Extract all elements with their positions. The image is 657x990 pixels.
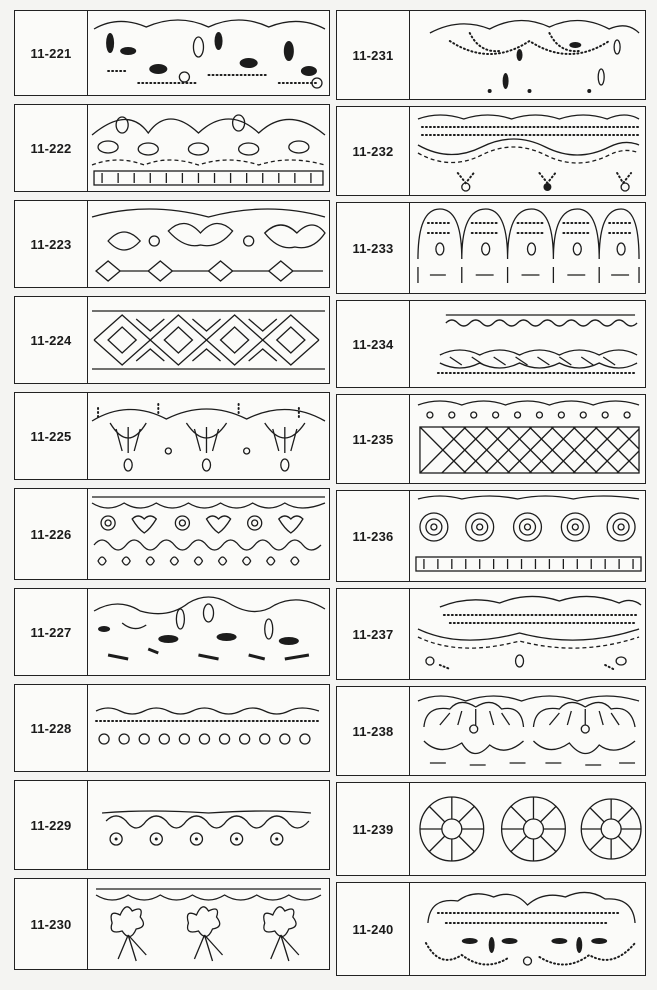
leaf-eyelet-scallop-border-icon <box>88 11 329 95</box>
dotted-scallop-eyelet-border-icon <box>410 589 645 679</box>
pattern-code: 11-233 <box>337 203 410 293</box>
pattern-code: 11-227 <box>15 589 88 675</box>
pattern-code: 11-223 <box>15 201 88 287</box>
pattern-card-11-223 <box>14 200 330 288</box>
pattern-code: 11-230 <box>15 879 88 969</box>
rosette-circle-border-with-io-band-icon <box>410 491 645 581</box>
pattern-card-11-222 <box>14 104 330 192</box>
pattern-code: 11-224 <box>15 297 88 383</box>
butterfly-eyelet-border-icon <box>88 201 329 287</box>
small-flower-row-border-icon <box>88 685 329 771</box>
pattern-code: 11-231 <box>337 11 410 99</box>
pattern-card-11-231 <box>336 10 646 100</box>
pattern-code: 11-236 <box>337 491 410 581</box>
pattern-card-11-229 <box>14 780 330 870</box>
pattern-code: 11-238 <box>337 687 410 775</box>
pattern-card-11-235 <box>336 394 646 484</box>
pattern-card-11-237 <box>336 588 646 680</box>
pattern-card-11-227 <box>14 588 330 676</box>
pattern-card-11-221 <box>14 10 330 96</box>
pattern-code: 11-228 <box>15 685 88 771</box>
loop-dot-border-icon <box>88 781 329 869</box>
pattern-code: 11-222 <box>15 105 88 191</box>
pattern-code: 11-226 <box>15 489 88 579</box>
pattern-card-11-224 <box>14 296 330 384</box>
lattice-diamond-band-icon <box>88 297 329 383</box>
pattern-card-11-240 <box>336 882 646 976</box>
pattern-code: 11-229 <box>15 781 88 869</box>
pattern-card-11-234 <box>336 300 646 388</box>
pattern-card-11-230 <box>14 878 330 970</box>
pattern-code: 11-225 <box>15 393 88 479</box>
pattern-card-11-236 <box>336 490 646 582</box>
wave-rope-border-icon <box>410 301 645 387</box>
fan-flower-scallop-border-icon <box>410 687 645 775</box>
pattern-code: 11-232 <box>337 107 410 195</box>
pattern-code: 11-240 <box>337 883 410 975</box>
leaf-cutwork-scallop-border-icon <box>88 589 329 675</box>
pattern-code: 11-237 <box>337 589 410 679</box>
pattern-card-11-228 <box>14 684 330 772</box>
dotted-arch-eyelet-border-icon <box>410 11 645 99</box>
dotted-petal-arch-border-icon <box>410 203 645 293</box>
diamond-grid-eyelet-band-icon <box>410 395 645 483</box>
pattern-card-11-238 <box>336 686 646 776</box>
pattern-code: 11-234 <box>337 301 410 387</box>
flower-heart-loop-border-icon <box>88 489 329 579</box>
pattern-code: 11-221 <box>15 11 88 95</box>
pattern-card-11-232 <box>336 106 646 196</box>
pattern-card-11-233 <box>336 202 646 294</box>
pattern-code: 11-235 <box>337 395 410 483</box>
lace-fan-eyelet-border-icon <box>410 883 645 975</box>
hanging-flower-border-icon <box>88 879 329 969</box>
pattern-card-11-239 <box>336 782 646 876</box>
pattern-card-11-226 <box>14 488 330 580</box>
scallop-eyelet-border-with-io-band-icon <box>88 105 329 191</box>
daisy-rosette-border-icon <box>410 783 645 875</box>
dotted-scallop-border-icon <box>410 107 645 195</box>
fan-scallop-eyelet-border-icon <box>88 393 329 479</box>
pattern-code: 11-239 <box>337 783 410 875</box>
pattern-card-11-225 <box>14 392 330 480</box>
